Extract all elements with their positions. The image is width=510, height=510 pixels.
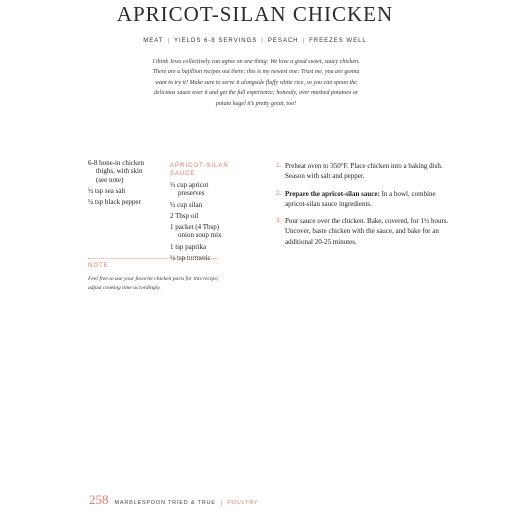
step-number: 3. bbox=[276, 217, 282, 225]
step-item bbox=[276, 161, 456, 182]
sauce-heading-line: APRICOT-SILAN bbox=[170, 163, 229, 169]
ingredient-item bbox=[170, 181, 248, 198]
meta-yield: YIELDS 6-8 SERVINGS bbox=[174, 38, 258, 44]
ingredient-line: ½ tsp sea salt bbox=[88, 186, 126, 195]
recipe-meta bbox=[0, 38, 510, 44]
book-title: MARBLESPOON TRIED & TRUE bbox=[114, 500, 216, 506]
section-name: POULTRY bbox=[227, 500, 259, 506]
ingredient-item bbox=[170, 201, 248, 209]
step-text bbox=[285, 161, 456, 182]
ingredient-item bbox=[88, 198, 154, 206]
ingredient-line: (see note) bbox=[96, 175, 124, 184]
page-number: 258 bbox=[89, 492, 109, 507]
recipe-intro: I think Jews collectively can agree on one thing: We love a good sweet, saucy chicken. There are a bajillion recipes out there; this is my newest one: Trust me, you are gonna want to try it! Make sure to serve it alongside fluffy white rice, so you can spoon the delicious sauce over it and get the full experience; honestly, over mashed potatoes or potato kugel it's pretty great, too! bbox=[152, 59, 360, 107]
ingredient-line: ½ tsp turmeric bbox=[170, 254, 211, 263]
note-label: NOTE bbox=[88, 263, 109, 269]
ingredient-item bbox=[88, 187, 154, 195]
meta-freezes: FREEZES WELL bbox=[309, 38, 367, 44]
ingredient-item bbox=[88, 159, 154, 184]
step-bold-lead: Prepare the apricot-silan sauce: bbox=[285, 189, 380, 198]
recipe-steps bbox=[276, 161, 456, 254]
note-text: Feel free to use your favorite chicken parts for this recipe; adjust cooking time accordingly. bbox=[88, 276, 219, 291]
ingredient-item bbox=[170, 243, 248, 251]
recipe-title: APRICOT-SILAN CHICKEN bbox=[116, 2, 394, 26]
ingredient-line: ⅓ cup silan bbox=[170, 200, 203, 209]
sauce-heading bbox=[170, 162, 248, 178]
sauce-heading-line: SAUCE bbox=[170, 171, 196, 177]
ingredient-line: 6-8 bone-in chicken bbox=[88, 159, 144, 167]
meta-separator: | bbox=[261, 38, 264, 44]
page-footer bbox=[89, 492, 258, 508]
meta-pesach: PESACH bbox=[267, 38, 299, 44]
ingredient-line: ⅓ cup apricot bbox=[170, 181, 209, 189]
ingredients-sauce bbox=[170, 162, 248, 265]
ingredient-line: preserves bbox=[178, 189, 205, 198]
ingredient-line: 1 packet (4 Tbsp) bbox=[170, 223, 220, 232]
ingredient-line: onion soup mix bbox=[178, 231, 222, 240]
meta-meat: MEAT bbox=[143, 38, 164, 44]
ingredient-item bbox=[170, 212, 248, 220]
step-body: Preheat oven to 350°F. Place chicken into a baking dish. Season with salt and pepper. bbox=[285, 162, 443, 181]
step-body: In a bowl, combine apricot-silan sauce ingredients. bbox=[285, 189, 436, 208]
step-text bbox=[285, 189, 456, 210]
ingredient-line: thighs, with skin bbox=[96, 167, 143, 176]
ingredients-main bbox=[88, 159, 154, 209]
ingredient-line: ¼ tsp black pepper bbox=[88, 198, 141, 207]
ingredient-line: 1 tsp paprika bbox=[170, 242, 207, 251]
note-divider bbox=[88, 258, 218, 259]
meta-separator: | bbox=[302, 38, 306, 44]
ingredient-line: 2 Tbsp oil bbox=[170, 211, 199, 220]
meta-separator: | bbox=[167, 38, 171, 44]
footer-separator: | bbox=[220, 500, 223, 506]
step-text bbox=[285, 216, 456, 247]
step-number: 1. bbox=[276, 162, 282, 169]
step-item bbox=[276, 189, 456, 210]
step-item bbox=[276, 216, 456, 247]
ingredient-item bbox=[170, 223, 248, 240]
step-number: 2. bbox=[276, 189, 282, 197]
step-body: Pour sauce over the chicken. Bake, covered, for 1½ hours. Uncover, baste chicken with the sauce, and bake for an additional 20-25 minutes. bbox=[285, 217, 449, 246]
